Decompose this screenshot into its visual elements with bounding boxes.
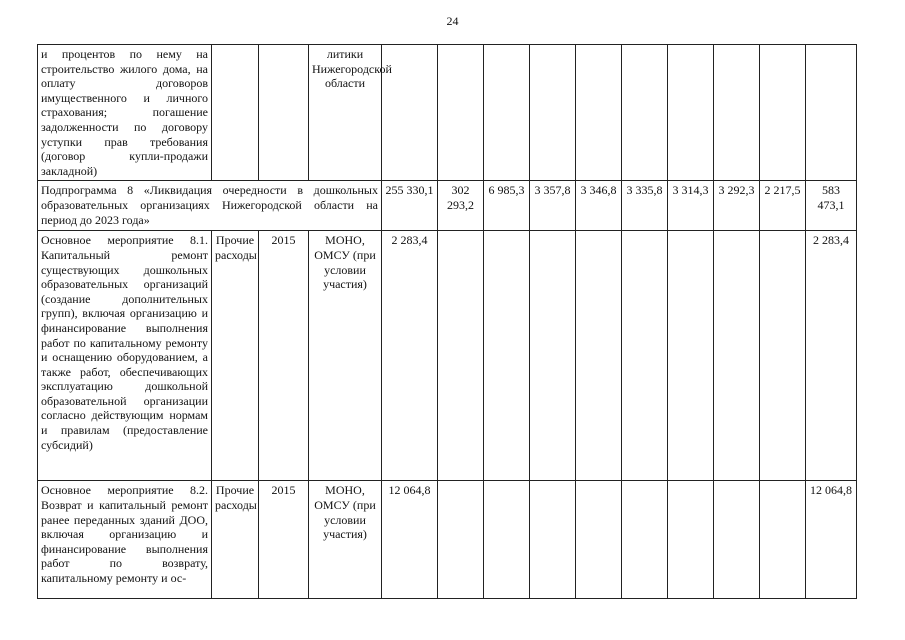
cell-value	[530, 231, 576, 481]
cell-value	[438, 231, 484, 481]
cell-value	[714, 231, 760, 481]
row-executor: МОНО, ОМСУ (при условии участия)	[309, 231, 382, 481]
table-row	[38, 481, 857, 599]
cell-value	[530, 45, 576, 181]
cell-value: 3 292,3	[714, 181, 760, 231]
row-description: Подпрограмма 8 «Ликвидация очередности в дошкольных образовательных организациях Нижегородской области на период до 2023 года»	[38, 181, 382, 231]
cell-value	[530, 481, 576, 599]
row-executor: литики Нижегородской области	[309, 45, 382, 181]
cell-value: 2 283,4	[806, 231, 857, 481]
cell-value	[668, 481, 714, 599]
cell-value	[438, 481, 484, 599]
cell-value	[668, 231, 714, 481]
row-year	[259, 45, 309, 181]
cell-value	[438, 45, 484, 181]
budget-table	[37, 44, 857, 599]
row-executor: МОНО, ОМСУ (при условии участия)	[309, 481, 382, 599]
cell-value: 12 064,8	[806, 481, 857, 599]
cell-value: 3 314,3	[668, 181, 714, 231]
cell-value	[576, 481, 622, 599]
cell-value	[714, 45, 760, 181]
row-description: Основное мероприятие 8.1. Капитальный ремонт существующих дошкольных образовательных организаций (создание дополнительных групп), включая организацию и финансирование выполнения работ по капитальному ремонту и оснащению оборудованием, а также работ, обеспечивающих эксплуатацию дошкольной образовательной организации согласно действующим нормам и правилам (предоставление субсидий)	[38, 231, 212, 481]
cell-value	[484, 45, 530, 181]
cell-value	[576, 45, 622, 181]
table-row	[38, 231, 857, 481]
row-description: Основное мероприятие 8.2. Возврат и капитальный ремонт ранее переданных зданий ДОО, включая организацию и финансирование выполнения работ по возврату, капитальному ремонту и ос-	[38, 481, 212, 599]
cell-value: 2 217,5	[760, 181, 806, 231]
cell-value: 6 985,3	[484, 181, 530, 231]
cell-value	[714, 481, 760, 599]
cell-value: 302 293,2	[438, 181, 484, 231]
table-row	[38, 45, 857, 181]
cell-value: 255 330,1	[382, 181, 438, 231]
cell-value	[622, 231, 668, 481]
cell-value	[484, 481, 530, 599]
row-year: 2015	[259, 231, 309, 481]
cell-value: 3 335,8	[622, 181, 668, 231]
cell-value	[484, 231, 530, 481]
cell-value: 3 346,8	[576, 181, 622, 231]
page-number: 24	[446, 14, 459, 28]
table-row-subprogram	[38, 181, 857, 231]
row-description: и процентов по нему на строительство жилого дома, на оплату договоров имущественного и личного страхования; погашение задолженности по договору уступки прав требования (договор купли-продажи закладной)	[38, 45, 212, 181]
cell-value	[576, 231, 622, 481]
cell-value	[622, 45, 668, 181]
row-category: Прочие расходы	[212, 481, 259, 599]
row-year: 2015	[259, 481, 309, 599]
row-category: Прочие расходы	[212, 231, 259, 481]
cell-value	[668, 45, 714, 181]
cell-value	[760, 481, 806, 599]
cell-value	[760, 45, 806, 181]
cell-value: 3 357,8	[530, 181, 576, 231]
cell-value: 12 064,8	[382, 481, 438, 599]
row-category	[212, 45, 259, 181]
cell-value: 583 473,1	[806, 181, 857, 231]
cell-value	[760, 231, 806, 481]
cell-value	[806, 45, 857, 181]
cell-value: 2 283,4	[382, 231, 438, 481]
cell-value	[622, 481, 668, 599]
